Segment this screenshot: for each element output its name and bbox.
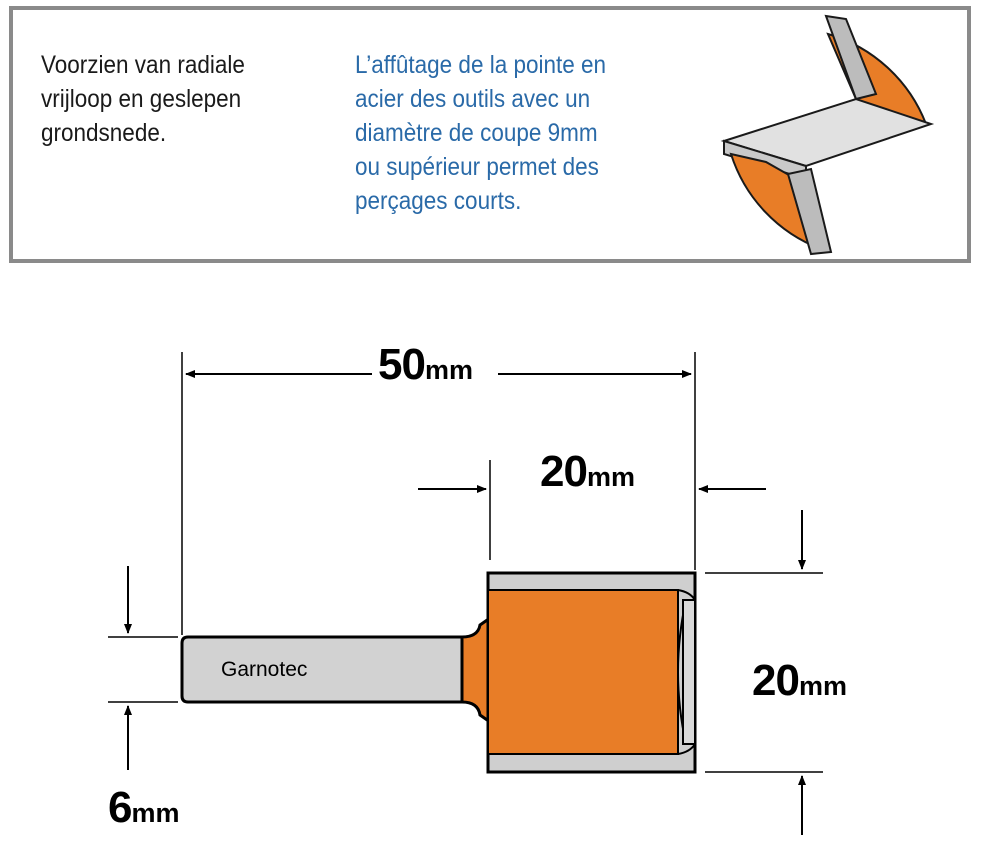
overall-length-value: 50 [378, 340, 425, 389]
router-bit-diagram [0, 270, 986, 841]
cutting-length-value: 20 [540, 447, 587, 496]
overall-length-label [378, 340, 473, 390]
shank-label: Garnotec [221, 658, 308, 681]
neck [462, 618, 490, 722]
cutting-diameter-label [752, 656, 847, 706]
overall-length-unit: mm [424, 355, 473, 385]
shank-diameter-unit: mm [131, 798, 180, 828]
shank-diameter-value: 6 [108, 783, 132, 832]
dutch-description: Voorzien van radiale vrijloop en geslepen grondsnede. [41, 51, 245, 147]
cutting-length-label [540, 447, 635, 497]
cutting-edge-detail-icon [716, 14, 946, 259]
french-description: L’affûtage de la pointe en acier des outils avec un diamètre de coupe 9mm ou supérieur permet des perçages courts. [355, 51, 607, 215]
cutting-length-unit: mm [586, 462, 635, 492]
shank-diameter-label [108, 783, 180, 833]
cutting-diameter-value: 20 [752, 656, 799, 705]
cutting-diameter-unit: mm [798, 671, 847, 701]
cutter-face [488, 590, 678, 754]
